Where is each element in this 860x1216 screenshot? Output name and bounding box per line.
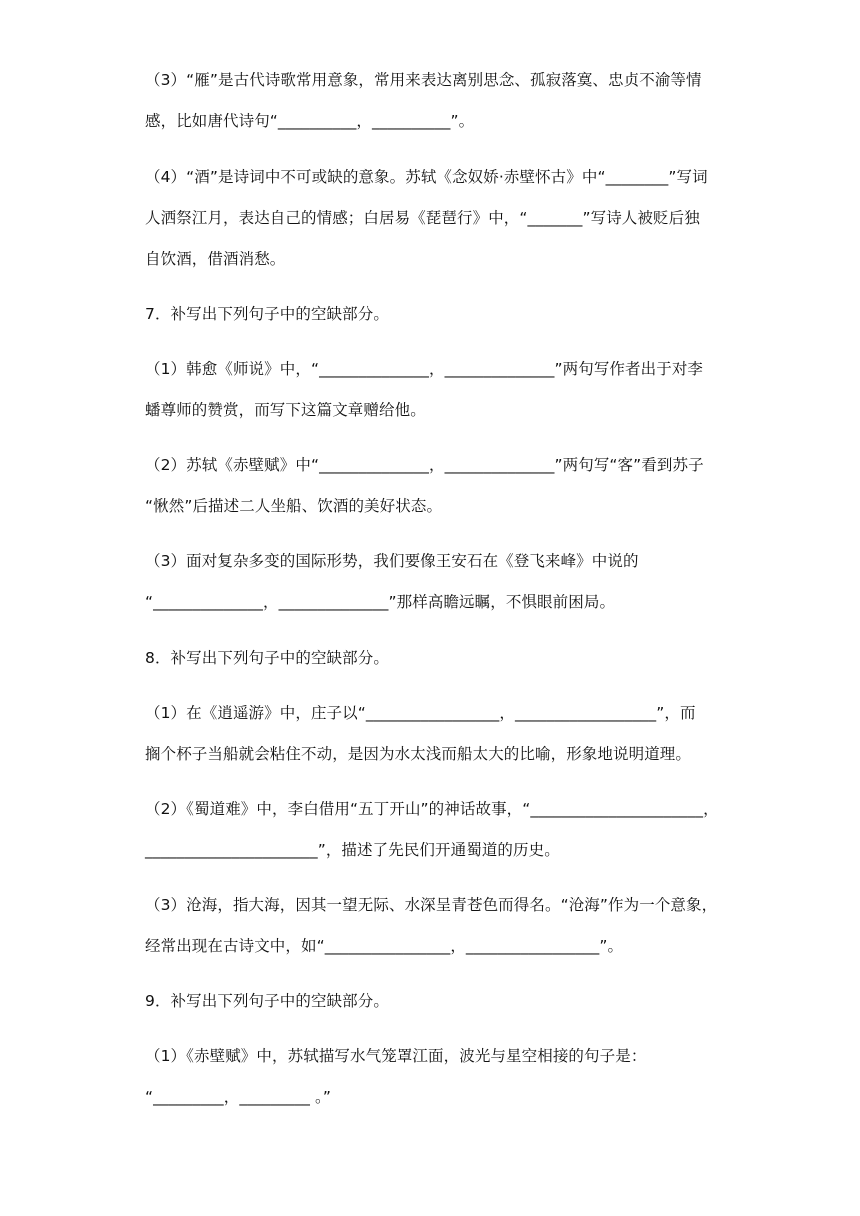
q8-3-line-1: （3）沧海，指大海，因其一望无际、水深呈青苍色而得名。“沧海”作为一个意象， bbox=[145, 896, 718, 914]
q7-3-line-1: （3）面对复杂多变的国际形势，我们要像王安石在《登飞来峰》中说的 bbox=[145, 552, 639, 570]
q9-1-line-2: “_________，_________ 。” bbox=[145, 1088, 332, 1106]
q8-3-line-2: 经常出现在古诗文中，如“________________，_________________”。 bbox=[145, 937, 624, 955]
q6-4-line-1: （4）“酒”是诗词中不可或缺的意象。苏轼《念奴娇·赤壁怀古》中“________”写词 bbox=[145, 168, 708, 186]
q9-heading: 9．补写出下列句子中的空缺部分。 bbox=[145, 992, 389, 1010]
q8-1-line-2: 搁个杯子当船就会粘住不动，是因为水太浅而船太大的比喻，形象地说明道理。 bbox=[145, 745, 692, 763]
q9-1-line-1: （1）《赤壁赋》中，苏轼描写水气笼罩江面，波光与星空相接的句子是： bbox=[145, 1047, 647, 1065]
q7-2-line-2: “愀然”后描述二人坐船、饮酒的美好状态。 bbox=[145, 497, 443, 515]
q6-4-line-2: 人洒祭江月，表达自己的情感；白居易《琵琶行》中，“_______”写诗人被贬后独 bbox=[145, 209, 700, 227]
q7-heading: 7．补写出下列句子中的空缺部分。 bbox=[145, 305, 389, 323]
q8-2-line-2: ______________________”，描述了先民们开通蜀道的历史。 bbox=[145, 841, 560, 859]
q6-3-line-1: （3）“雁”是古代诗歌常用意象，常用来表达离别思念、孤寂落寞、忠贞不渝等情 bbox=[145, 71, 702, 89]
q7-1-line-2: 蟠尊师的赞赏，而写下这篇文章赠给他。 bbox=[145, 401, 426, 419]
q8-1-line-1: （1）在《逍遥游》中，庄子以“_________________，__________________”，而 bbox=[145, 704, 696, 722]
q7-3-line-2: “______________，______________”那样高瞻远瞩，不惧眼前困局。 bbox=[145, 593, 616, 611]
q8-2-line-1: （2）《蜀道难》中，李白借用“五丁开山”的神话故事，“______________________， bbox=[145, 800, 719, 818]
q7-1-line-1: （1）韩愈《师说》中，“______________，______________”两句写作者出于对李 bbox=[145, 360, 704, 378]
q6-4-line-3: 自饮酒，借酒消愁。 bbox=[145, 250, 286, 268]
q8-heading: 8．补写出下列句子中的空缺部分。 bbox=[145, 649, 389, 667]
q6-3-line-2: 感，比如唐代诗句“__________，__________”。 bbox=[145, 112, 475, 130]
q7-2-line-1: （2）苏轼《赤壁赋》中“______________，______________”两句写“客”看到苏子 bbox=[145, 456, 704, 474]
